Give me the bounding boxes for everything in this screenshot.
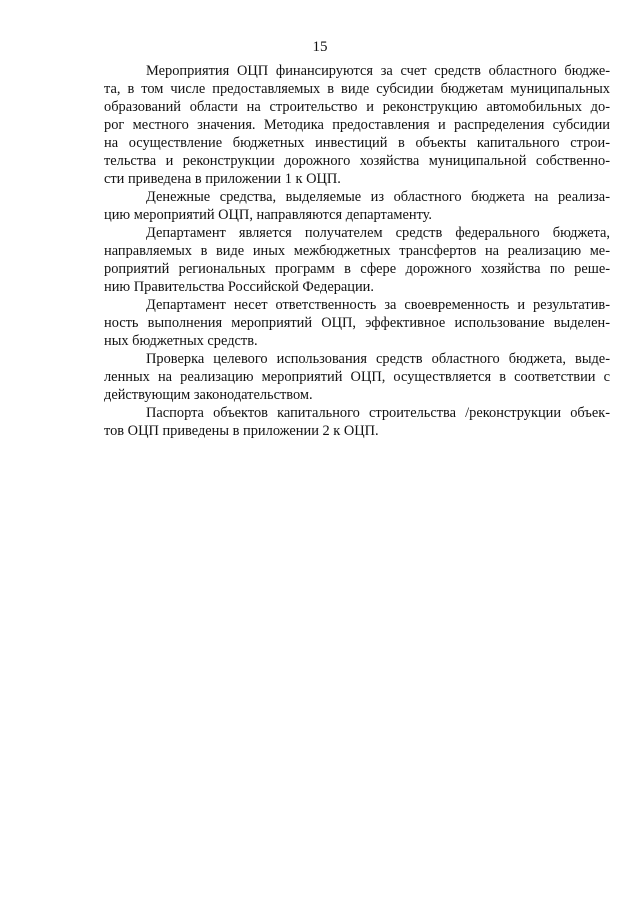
paragraph-recipient	[104, 224, 610, 296]
text-line: на осуществление бюджетных инвестиций в объекты капитального строи-	[104, 135, 610, 151]
text-line: тельства и реконструкции дорожного хозяйства муниципальной собственно-	[104, 153, 610, 169]
text-line: роприятий региональных программ в сфере дорожного хозяйства по реше-	[104, 261, 610, 277]
text-line: Департамент несет ответственность за своевременность и результатив-	[146, 297, 610, 313]
page-number: 15	[312, 39, 328, 55]
text-line: действующим законодательством.	[104, 387, 313, 403]
text-line: Паспорта объектов капитального строительства /реконструкции объек-	[146, 405, 610, 421]
text-line: ленных на реализацию мероприятий ОЦП, осуществляется в соответствии с	[104, 369, 610, 385]
text-line: ность выполнения мероприятий ОЦП, эффективное использование выделен-	[104, 315, 610, 331]
paragraph-passports	[104, 404, 610, 440]
text-line: сти приведена в приложении 1 к ОЦП.	[104, 171, 341, 187]
paragraph-responsibility	[104, 296, 610, 350]
text-line: Денежные средства, выделяемые из областного бюджета на реализа-	[146, 189, 610, 205]
text-line: нию Правительства Российской Федерации.	[104, 279, 374, 295]
text-line: направляемых в виде иных межбюджетных трансфертов на реализацию ме-	[104, 243, 610, 259]
text-line: цию мероприятий ОЦП, направляются департаменту.	[104, 207, 433, 223]
text-line: тов ОЦП приведены в приложении 2 к ОЦП.	[104, 423, 379, 439]
text-line: Департамент является получателем средств федерального бюджета,	[146, 225, 610, 241]
text-line: ных бюджетных средств.	[104, 333, 258, 349]
text-line: рог местного значения. Методика предоставления и распределения субсидии	[104, 117, 610, 133]
text-line: образований области на строительство и реконструкцию автомобильных до-	[104, 99, 610, 115]
paragraph-funds	[104, 188, 610, 224]
text-line: Мероприятия ОЦП финансируются за счет средств областного бюдже-	[146, 63, 610, 79]
text-line: та, в том числе предоставляемых в виде субсидии бюджетам муниципальных	[104, 81, 610, 97]
paragraph-audit	[104, 350, 610, 404]
document-body	[104, 62, 610, 440]
paragraph-financing	[104, 62, 610, 188]
text-line: Проверка целевого использования средств областного бюджета, выде-	[146, 351, 610, 367]
